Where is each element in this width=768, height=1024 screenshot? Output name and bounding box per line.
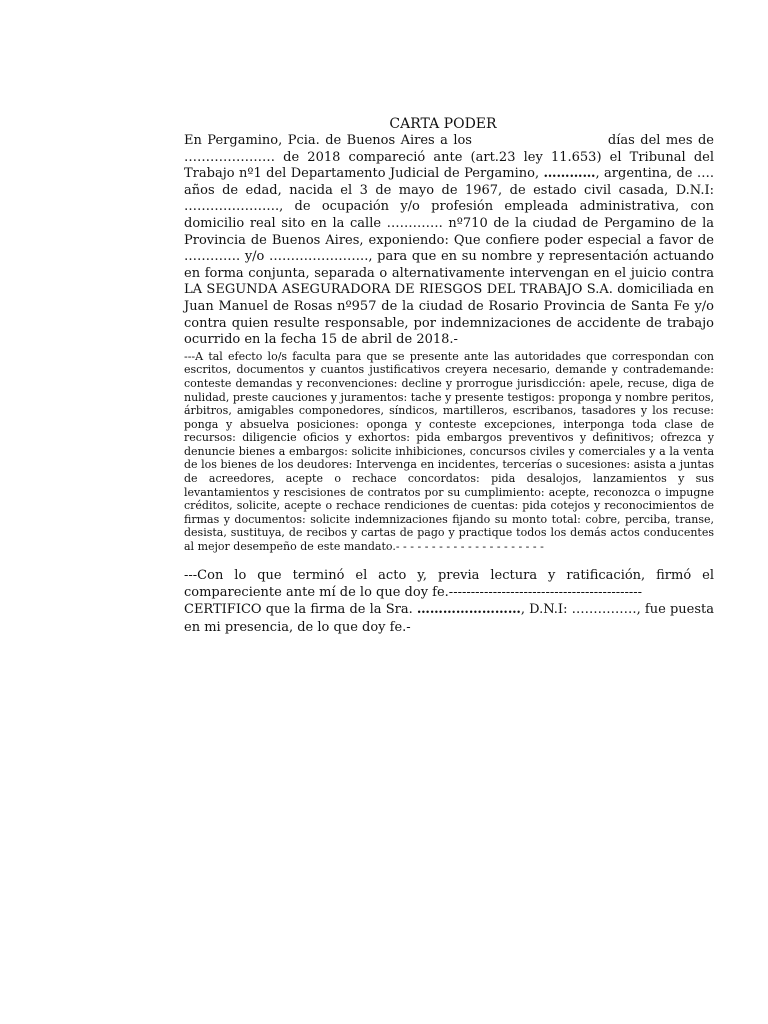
document-title: CARTA PODER — [389, 116, 497, 132]
signer-name-placeholder: …………………… — [416, 602, 521, 618]
document-page — [184, 116, 719, 636]
powers-paragraph: ---A tal efecto lo/s faculta para que se presente ante las autoridades que correspondan con escritos, documentos y cuantos justificativos creyera necesario, demande y contrademande: conteste demandas y reconvenciones: decline y prorrogue jurisdicción: apele, recuse, diga de nulidad, preste cauciones y juramentos: tache y presente testigos: proponga y nombre peritos, árbitros, amigables componedores, síndicos, martilleros, escribanos, tasadores y los recuse: ponga y absuelva posiciones: oponga y conteste excepciones, interponga toda clase de recursos: diligencie oficios y exhortos: pida embargos preventivos y definitivos; ofrezca y denuncie bienes a embargos: solicite inhibiciones, concursos civiles y comerciales y a la venta de los bienes de los deudores: Intervenga en incidentes, tercerías o sucesiones: asista a juntas de acreedores, acepte o rechace concordatos: pida desalojos, lanzamientos y sus levantamientos y rescisiones de contratos por su cumplimiento: acepte, reconozca o impugne créditos, solicite, acepte o rechace rendiciones de cuentas: pida cotejos y reconocimientos de firmas y documentos: solicite indemnizaciones fijando su monto total: cobre, perciba, transe, desista, sustituya, de recibos y cartas de pago y practique todos los demás actos conducentes al mejor desempeño de este mandato.- - - - - - - - - - - - - - - - - - - - - — [184, 349, 714, 554]
certification-paragraph — [184, 601, 714, 636]
opening-text-rest: , argentina, de …. años de edad, nacida el 3 de mayo de 1967, de estado civil casada, D.N.I: …………………., de ocupación y/o profesión empleada administrativa, con domicilio real sito en la calle …………. nº710 de la ciudad de Pergamino de la Provincia de Buenos Aires, exponiendo: Que confiere poder especial a favor de …………. y/o ………………….., para que en su nombre y representación actuando en forma conjunta, separada o alternativamente intervengan en el juicio contra LA SEGUNDA ASEGURADORA DE RIESGOS DEL TRABAJO S.A. domiciliada en Juan Manuel de Rosas nº957 de la ciudad de Rosario Provincia de Santa Fe y/o contra quien resulte responsable, por indemnizaciones de accidente de trabajo ocurrido en la fecha 15 de abril de 2018.- — [184, 166, 714, 348]
closing-paragraph: ---Con lo que terminó el acto y, previa lectura y ratificación, firmó el compareciente ante mí de lo que doy fe.-------------------------------------------- — [184, 567, 714, 601]
certification-text-start: CERTIFICO que la firma de la Sra. — [184, 602, 417, 618]
opening-text-start: En Pergamino, Pcia. de Buenos Aires a los días del mes de ………………… de 2018 compareció ante (art.23 ley 11.653) el Tribunal del Trabajo nº1 del Departamento Judicial de Pergamino, — [184, 133, 719, 182]
name-placeholder: ………… — [543, 166, 596, 182]
certification-text-rest: , D.N.I: ……………, fue puesta en mi presencia, de lo que doy fe.- — [184, 602, 714, 635]
opening-paragraph — [184, 133, 719, 349]
